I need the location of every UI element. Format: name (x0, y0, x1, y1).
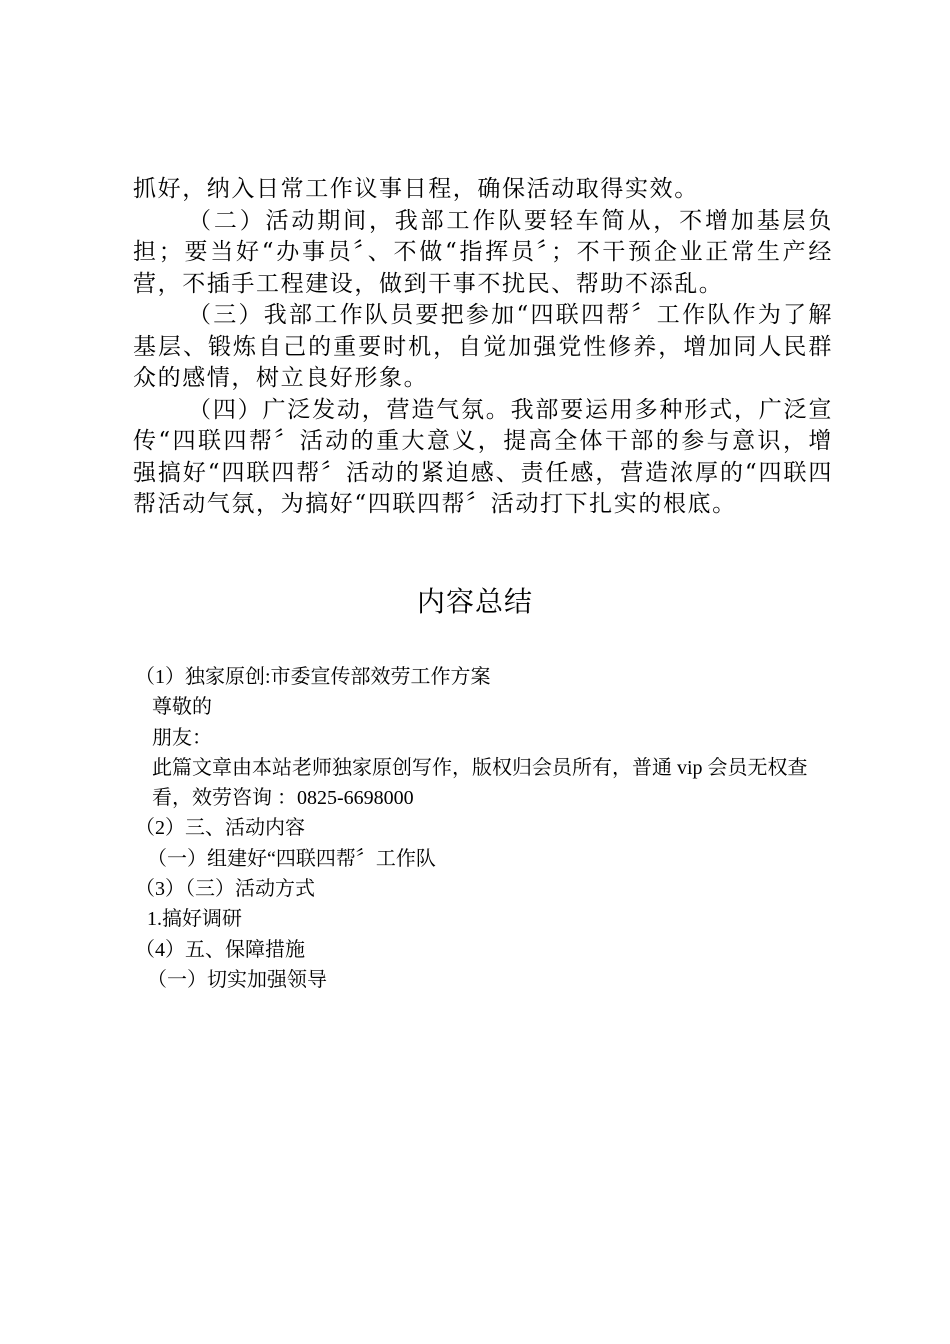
paragraph-item-2: （二）活动期间，我部工作队要轻车简从，不增加基层负担；要当好“办事员〞、不做“指挥员〞；不干预企业正常生产经营，不插手工程建设，做到干事不扰民、帮助不添乱。 (133, 207, 833, 297)
paragraph-item-4: （四）广泛发动，营造气氛。我部要运用多种形式，广泛宣传“四联四帮〞活动的重大意义，提高全体干部的参与意识，增强搞好“四联四帮〞活动的紧迫感、责任感，营造浓厚的“四联四帮活动气氛，为搞好“四联四帮〞活动打下扎实的根底。 (133, 396, 833, 517)
summary-item-4-sub: （一）切实加强领导 (147, 968, 327, 991)
summary-title: 内容总结 (416, 585, 533, 618)
summary-item-3-sub: 1.搞好调研 (147, 908, 242, 931)
summary-item-1: （1）独家原创:市委宣传部效劳工作方案 (135, 666, 491, 688)
summary-item-2: （2）三、活动内容 (135, 817, 305, 840)
summary-copyright: 此篇文章由本站老师独家原创写作，版权归会员所有，普通 vip 会员无权查看，效劳咨询 ：0825-6698000 (152, 756, 808, 810)
summary-item-2-sub: （一）组建好“四联四帮〞工作队 (147, 847, 436, 870)
paragraph-continuation: 抓好，纳入日常工作议事日程，确保活动取得实效。 (133, 176, 699, 202)
summary-greeting-2: 朋友： (152, 726, 212, 749)
summary-greeting-1: 尊敬的 (152, 696, 212, 719)
summary-section (135, 662, 825, 995)
paragraph-item-3: （三）我部工作队员要把参加“四联四帮〞工作队作为了解基层、锻炼自己的重要时机，自觉加强党性修养，增加同人民群众的感情，树立良好形象。 (133, 302, 833, 391)
body-text (133, 174, 833, 521)
summary-item-3: （3）（三）活动方式 (135, 878, 315, 901)
summary-item-4: （4）五、保障措施 (135, 938, 305, 961)
